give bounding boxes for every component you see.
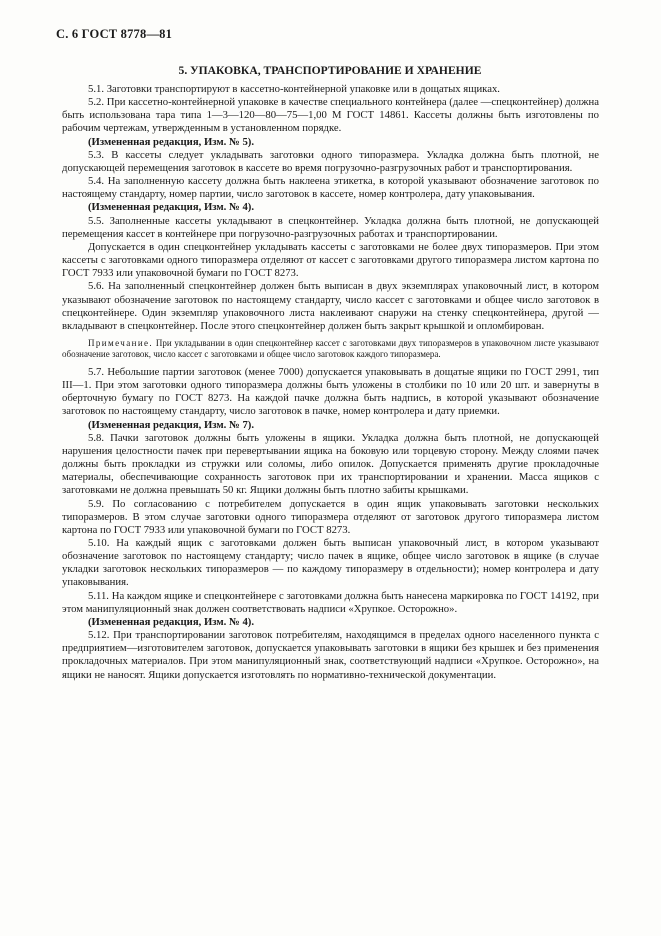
paragraph-5-6: 5.6. На заполненный спецконтейнер должен быть выписан в двух экземплярах упаковочный лист, в котором указывают обозначение заготовок по настоящему стандарту, число кассет с заготовками и общее число заготовок в спецконтейнере. Один экземпляр упаковочного листа наклеивают снаружи на стенку спецконтейнера, другой — вкладывают в спецконтейнер. После этого спецконтейнер должен быть закрыт крышкой и опломбирован. xyxy=(62,280,599,332)
note-text: При укладывании в один спецконтейнер кассет с заготовками двух типоразмеров в упаковочном листе указывают обозначение заготовок, число кассет с заготовками и общее число заготовок каждого типоразмера. xyxy=(62,337,599,360)
page-header: С. 6 ГОСТ 8778—81 xyxy=(56,27,173,41)
paragraph-5-9: 5.9. По согласованию с потребителем допускается в один ящик упаковывать заготовки нескольких типоразмеров. В этом случае заготовки одного типоразмера отделяют от заготовок другого типоразмера листом картона по ГОСТ 7933 или упаковочной бумаги по ГОСТ 8273. xyxy=(62,497,599,536)
revision-note: (Измененная редакция, Изм. № 5). xyxy=(88,135,255,148)
section-body xyxy=(62,83,599,682)
paragraph-5-5: 5.5. Заполненные кассеты укладывают в спецконтейнер. Укладка должна быть плотной, не допускающей перемещения кассет в контейнере при погрузочно-разгрузочных работах и транспортировании. xyxy=(62,214,599,240)
paragraph-5-10: 5.10. На каждый ящик с заготовками должен быть выписан упаковочный лист, в котором указывают обозначение заготовок по настоящему стандарту; число пачек в ящике, общее число заготовок в ящике (в случае укладки заготовок нескольких типоразмеров — по каждому типоразмеру в отдельности); номер контролера и дату упаковывания. xyxy=(62,537,599,589)
paragraph-5-5-continued: Допускается в один спецконтейнер укладывать кассеты с заготовками не более двух типоразмеров. При этом кассеты с заготовками одного типоразмера отделяют от кассет с заготовками другого типоразмера листом картона по ГОСТ 7933 или упаковочной бумаги по ГОСТ 8273. xyxy=(62,240,599,280)
note xyxy=(62,338,599,361)
note-label: Примечание. xyxy=(88,337,154,348)
paragraph-5-7: 5.7. Небольшие партии заготовок (менее 7000) допускается упаковывать в дощатые ящики по ГОСТ 2991, тип III—1. При этом заготовки одного типоразмера должны быть уложены в столбики по 10 или 20 шт. и завернуты в оберточную бумагу по ГОСТ 8273. На каждой пачке должна быть надпись, в которой указывают обозначение заготовок по настоящему стандарту, число заготовок в пачке, номер контролера и дату приемки. xyxy=(62,365,599,418)
paragraph-5-3: 5.3. В кассеты следует укладывать заготовки одного типоразмера. Укладка должна быть плотной, не допускающей перемещения заготовок в кассете во время погрузочно-разгрузочных работ и транспортирования. xyxy=(62,148,599,174)
paragraph-5-2: 5.2. При кассетно-контейнерной упаковке в качестве специального контейнера (далее —спецконтейнер) должна быть использована тара типа 1—3—120—80—75—1,00 М ГОСТ 14861. Кассеты должны быть изготовлены по рабочим чертежам, утвержденным в установленном порядке. xyxy=(62,96,599,135)
paragraph-5-4: 5.4. На заполненную кассету должна быть наклеена этикетка, в которой указывают обозначение заготовок по настоящему стандарту, номер партии, число заготовок в кассете, номер контролера, дату упаковывания. xyxy=(62,175,599,201)
revision-note: (Измененная редакция, Изм. № 4). xyxy=(88,615,255,628)
paragraph-5-11: 5.11. На каждом ящике и спецконтейнере с заготовками должна быть нанесена маркировка по ГОСТ 14192, при этом манипуляционный знак должен соответствовать надписи «Хрупкое. Осторожно». xyxy=(62,589,599,615)
paragraph-5-1: 5.1. Заготовки транспортируют в кассетно-контейнерной упаковке или в дощатых ящиках. xyxy=(88,83,500,95)
revision-note: (Измененная редакция, Изм. № 4). xyxy=(88,201,255,214)
paragraph-5-8: 5.8. Пачки заготовок должны быть уложены в ящики. Укладка должна быть плотной, не допускающей нарушения целостности пачек при перевертывании ящика на боковую или торцевую сторону. Между слоями пачек должны быть прокладки из стружки или соломы, либо опилок. Допускается применять другие прокладочные материалы, обеспечивающие сохранность заготовок при их транспортировании и хранении. Масса ящиков с заготовками не должна превышать 50 кг. Ящики должны быть плотно забиты крышками. xyxy=(62,431,599,497)
paragraph-5-12: 5.12. При транспортировании заготовок потребителям, находящимся в пределах одного населенного пункта с предприятием—изготовителем заготовок, допускается упаковывать заготовки в ящики без крышек и без применения прокладочных материалов. При этом манипуляционный знак, соответствующий надписи «Хрупкое. Осторожно», на ящики не наносят. Ящики допускается изготовлять по нормативно-технической документации. xyxy=(62,629,599,681)
revision-note: (Измененная редакция, Изм. № 7). xyxy=(88,418,255,431)
section-title: 5. УПАКОВКА, ТРАНСПОРТИРОВАНИЕ И ХРАНЕНИЕ xyxy=(178,64,482,77)
